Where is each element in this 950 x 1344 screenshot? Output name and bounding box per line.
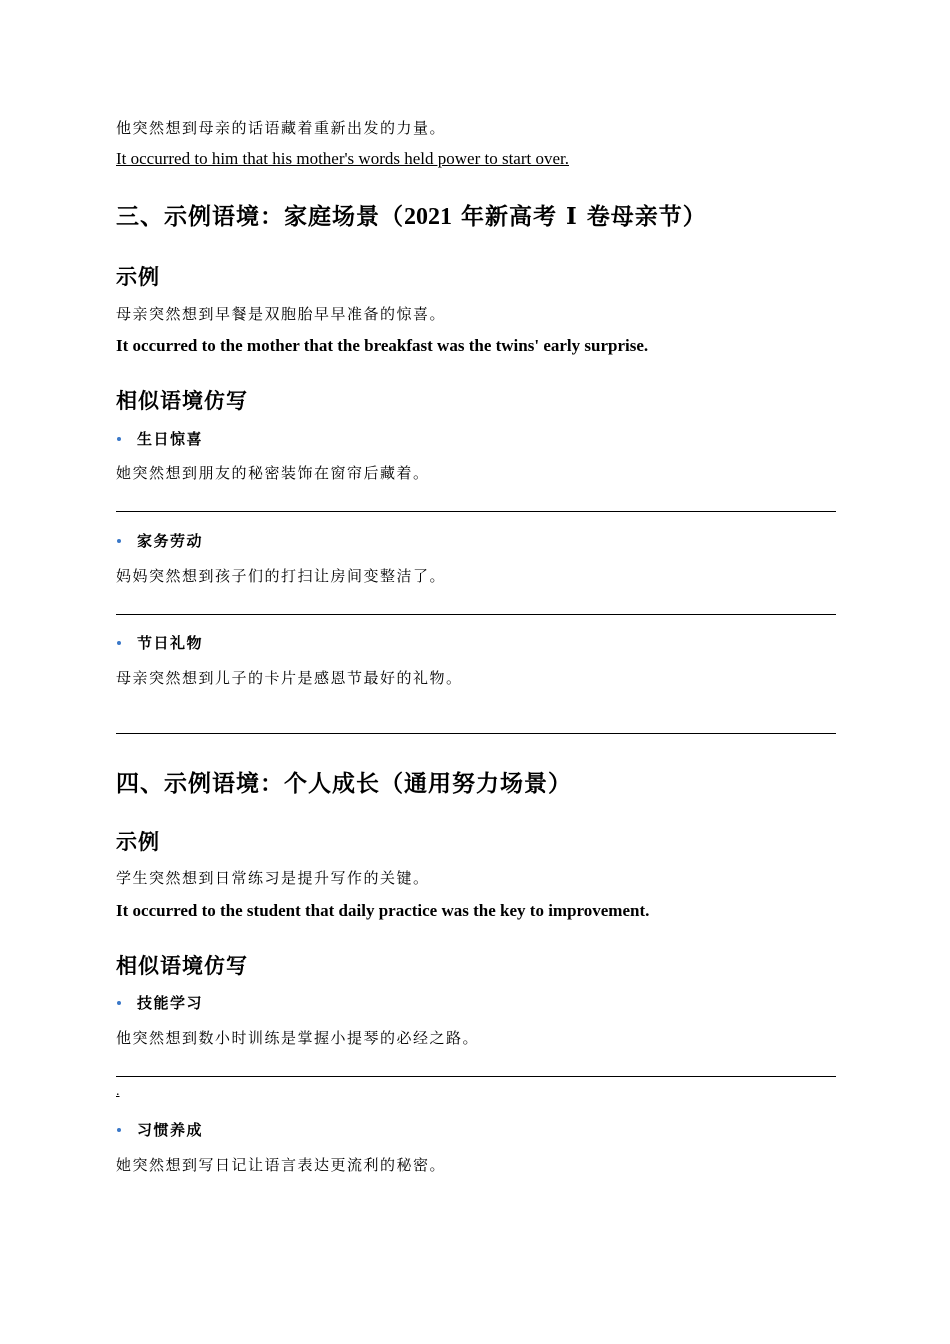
bullet-dot-icon (117, 1001, 121, 1005)
section-3-item-2-answer-line[interactable] (116, 614, 836, 615)
section-3-item-1-text: 她突然想到朋友的秘密装饰在窗帘后藏着。 (116, 464, 430, 482)
section-4-example-english: It occurred to the student that daily practice was the key to improvement. (116, 901, 650, 920)
section-3-practice-heading: 相似语境仿写 (116, 388, 248, 413)
section-3-item-2-label: 家务劳动 (137, 532, 204, 550)
section-3-title-suffix: 年新高考 Ⅰ 卷母亲节） (452, 203, 707, 230)
section-4-practice-heading: 相似语境仿写 (116, 953, 248, 978)
bullet-dot-icon (117, 539, 121, 543)
section-3-title-year: 2021 (404, 204, 452, 230)
section-4-item-2-bullet (116, 1119, 203, 1140)
section-3-item-2-bullet (116, 530, 203, 551)
section-4-item-2-text: 她突然想到写日记让语言表达更流利的秘密。 (116, 1156, 447, 1174)
section-3-item-1-label: 生日惊喜 (137, 430, 204, 448)
section-4-example-heading: 示例 (116, 829, 160, 854)
section-3-item-3-text: 母亲突然想到儿子的卡片是感恩节最好的礼物。 (116, 669, 463, 687)
stray-underlined-mark: . (116, 1084, 120, 1099)
intro-english-sentence: It occurred to him that his mother's words held power to start over. (116, 149, 569, 168)
section-3-item-3-label: 节日礼物 (137, 634, 204, 652)
section-3-example-english: It occurred to the mother that the breakfast was the twins' early surprise. (116, 336, 649, 355)
section-3-title (116, 198, 707, 231)
section-3-item-3-bullet (116, 632, 203, 653)
section-3-title-prefix: 三、示例语境：家庭场景（ (116, 203, 404, 230)
section-3-item-1-bullet (116, 428, 203, 449)
intro-chinese-sentence: 他突然想到母亲的话语藏着重新出发的力量。 (116, 119, 447, 137)
section-3-example-chinese: 母亲突然想到早餐是双胞胎早早准备的惊喜。 (116, 305, 447, 323)
section-4-item-1-answer-line[interactable] (116, 1076, 836, 1077)
section-3-item-2-text: 妈妈突然想到孩子们的打扫让房间变整洁了。 (116, 567, 447, 585)
bullet-dot-icon (117, 641, 121, 645)
section-4-item-1-text: 他突然想到数小时训练是掌握小提琴的必经之路。 (116, 1029, 480, 1047)
section-4-item-1-label: 技能学习 (137, 994, 204, 1012)
section-3-item-1-answer-line[interactable] (116, 511, 836, 512)
section-4-example-chinese: 学生突然想到日常练习是提升写作的关键。 (116, 869, 430, 887)
bullet-dot-icon (117, 437, 121, 441)
section-3-example-heading: 示例 (116, 264, 160, 289)
section-4-item-2-label: 习惯养成 (137, 1121, 204, 1139)
section-4-item-1-bullet (116, 992, 203, 1013)
section-4-title: 四、示例语境：个人成长（通用努力场景） (116, 770, 572, 797)
bullet-dot-icon (117, 1128, 121, 1132)
section-3-item-3-answer-line[interactable] (116, 733, 836, 734)
